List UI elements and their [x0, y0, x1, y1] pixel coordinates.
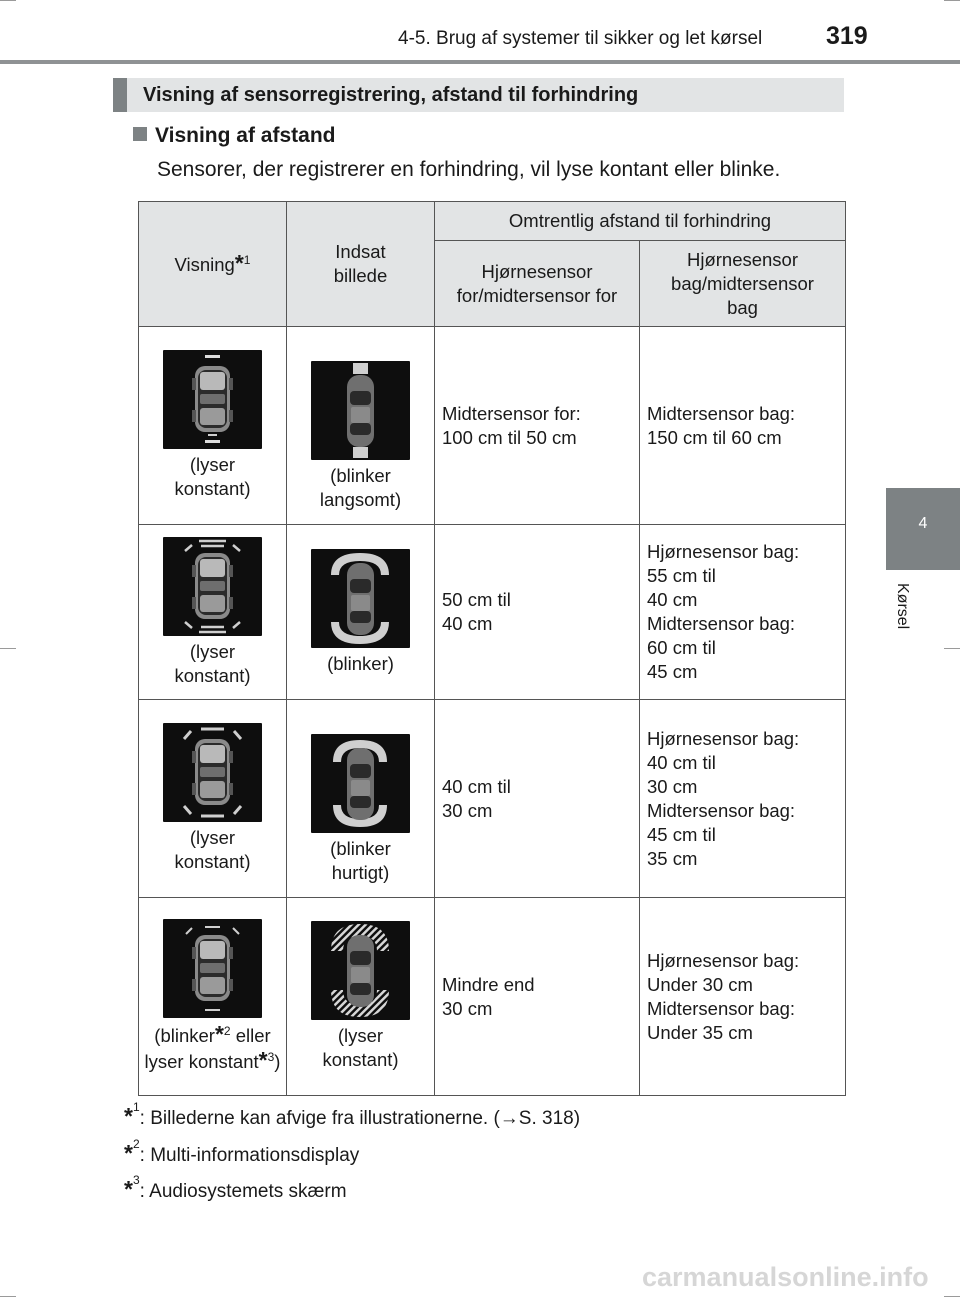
car-topview-sensor-icon [311, 921, 410, 1020]
chapter-tab [886, 488, 960, 570]
display-cell [139, 525, 287, 700]
car-sensor-display-icon [163, 350, 262, 449]
car-topview-sensor-icon [311, 734, 410, 833]
display-cell [139, 327, 287, 525]
front-distance-text: 50 cm til 40 cm [442, 589, 511, 634]
footnote-ref: 1 [243, 253, 251, 267]
image-cell [287, 700, 435, 898]
footnote-asterisk: * [124, 1176, 133, 1202]
distance-table [138, 201, 846, 1096]
rear-distance-text: Hjørnesensor bag: 40 cm til 30 cm Midtersensor bag: 45 cm til 35 cm [647, 727, 800, 869]
crop-mark [944, 0, 960, 1]
image-cell [287, 898, 435, 1096]
image-caption: (blinker) [327, 652, 394, 674]
display-caption-part: ) [274, 1051, 281, 1072]
image-cell [287, 327, 435, 525]
section-header [113, 78, 844, 112]
rear-distance [640, 525, 846, 700]
crop-mark [0, 648, 16, 649]
display-caption: (lyser konstant) [174, 827, 251, 872]
image-caption: (blinker langsomt) [319, 465, 402, 510]
image-cell [287, 525, 435, 700]
footnote-asterisk: * [258, 1047, 268, 1073]
footnote-2 [124, 1137, 360, 1167]
car-sensor-display-icon [163, 919, 262, 1018]
footnote-3 [124, 1173, 347, 1203]
image-caption: (blinker hurtigt) [330, 838, 391, 883]
running-header: 4-5. Brug af systemer til sikker og let kørsel [398, 28, 763, 49]
watermark: carmanualsonline.info [642, 1262, 929, 1292]
col-header-display [139, 202, 287, 327]
display-caption-part: (blinker [154, 1025, 215, 1046]
footnote-ref: 2 [223, 1024, 231, 1038]
chapter-number: 4 [918, 515, 928, 532]
front-distance [435, 525, 640, 700]
col-header-front-label: Hjørnesensor for/midtersensor for [456, 260, 618, 306]
footnote-text: : Multi-informationsdisplay [139, 1145, 360, 1166]
footnote-mark: 2 [132, 1137, 140, 1151]
rear-distance-text: Midtersensor bag: 150 cm til 60 cm [647, 402, 796, 448]
table-row [139, 700, 846, 898]
front-distance-text: 40 cm til 30 cm [442, 775, 511, 821]
display-cell [139, 700, 287, 898]
table-row [139, 525, 846, 700]
front-distance-text: Mindre end 30 cm [442, 973, 535, 1019]
car-sensor-display-icon [163, 537, 262, 636]
footnote-mark: 1 [132, 1100, 140, 1114]
col-header-display-label: Visning [174, 254, 235, 275]
section-title: Visning af sensorregistrering, afstand til forhindring [143, 84, 639, 106]
subheading [133, 124, 335, 148]
col-header-front [435, 241, 640, 327]
arrow-right-icon: → [499, 1108, 519, 1129]
subheading-text: Visning af afstand [155, 124, 336, 147]
footnote-text: : Billederne kan afvige fra illustrationerne. ( [139, 1108, 500, 1129]
col-header-rear-label: Hjørnesensor bag/midtersensor bag [671, 248, 814, 318]
display-caption-part: eller lyser konstant [144, 1025, 271, 1072]
front-distance-text: Midtersensor for: 100 cm til 50 cm [442, 402, 581, 448]
page-number: 319 [826, 22, 868, 50]
front-distance [435, 700, 640, 898]
col-header-image-label: Indsat billede [333, 241, 388, 286]
crop-mark [0, 0, 16, 1]
footnote-1 [124, 1100, 581, 1130]
car-sensor-display-icon [163, 723, 262, 822]
crop-mark [944, 648, 960, 649]
display-caption: (lyser konstant) [174, 454, 251, 499]
col-header-distance: Omtrentlig afstand til forhindring [435, 202, 846, 241]
footnote-ref: 3 [267, 1050, 275, 1064]
car-topview-sensor-icon [311, 549, 410, 648]
col-header-rear [640, 241, 846, 327]
col-header-image [287, 202, 435, 327]
footnote-asterisk: * [124, 1140, 133, 1166]
image-caption: (lyser konstant) [322, 1025, 399, 1070]
footnote-text: : Audiosystemets skærm [139, 1181, 347, 1202]
rear-distance-text: Hjørnesensor bag: Under 30 cm Midtersensor bag: Under 35 cm [647, 949, 800, 1043]
rear-distance [640, 898, 846, 1096]
front-distance [435, 898, 640, 1096]
chapter-label: Kørsel [894, 583, 911, 630]
display-caption: (lyser konstant) [174, 640, 251, 686]
footnote-text: S. 318) [518, 1108, 581, 1129]
table-row [139, 327, 846, 525]
front-distance [435, 327, 640, 525]
display-caption [143, 1022, 283, 1074]
table-row [139, 898, 846, 1096]
rear-distance [640, 700, 846, 898]
footnote-asterisk: * [214, 1021, 224, 1047]
crop-mark [0, 1296, 16, 1297]
rear-distance-text: Hjørnesensor bag: 55 cm til 40 cm Midtersensor bag: 60 cm til 45 cm [647, 541, 800, 682]
display-cell [139, 898, 287, 1096]
footnote-mark: 3 [132, 1173, 140, 1187]
rear-distance [640, 327, 846, 525]
square-bullet-icon [133, 127, 147, 141]
header-rule [0, 60, 960, 64]
footnote-asterisk: * [234, 250, 244, 276]
intro-text: Sensorer, der registrerer en forhindring, vil lyse kontant eller blinke. [157, 158, 781, 181]
crop-mark [944, 1296, 960, 1297]
car-topview-sensor-icon [311, 361, 410, 460]
footnote-asterisk: * [124, 1103, 133, 1129]
